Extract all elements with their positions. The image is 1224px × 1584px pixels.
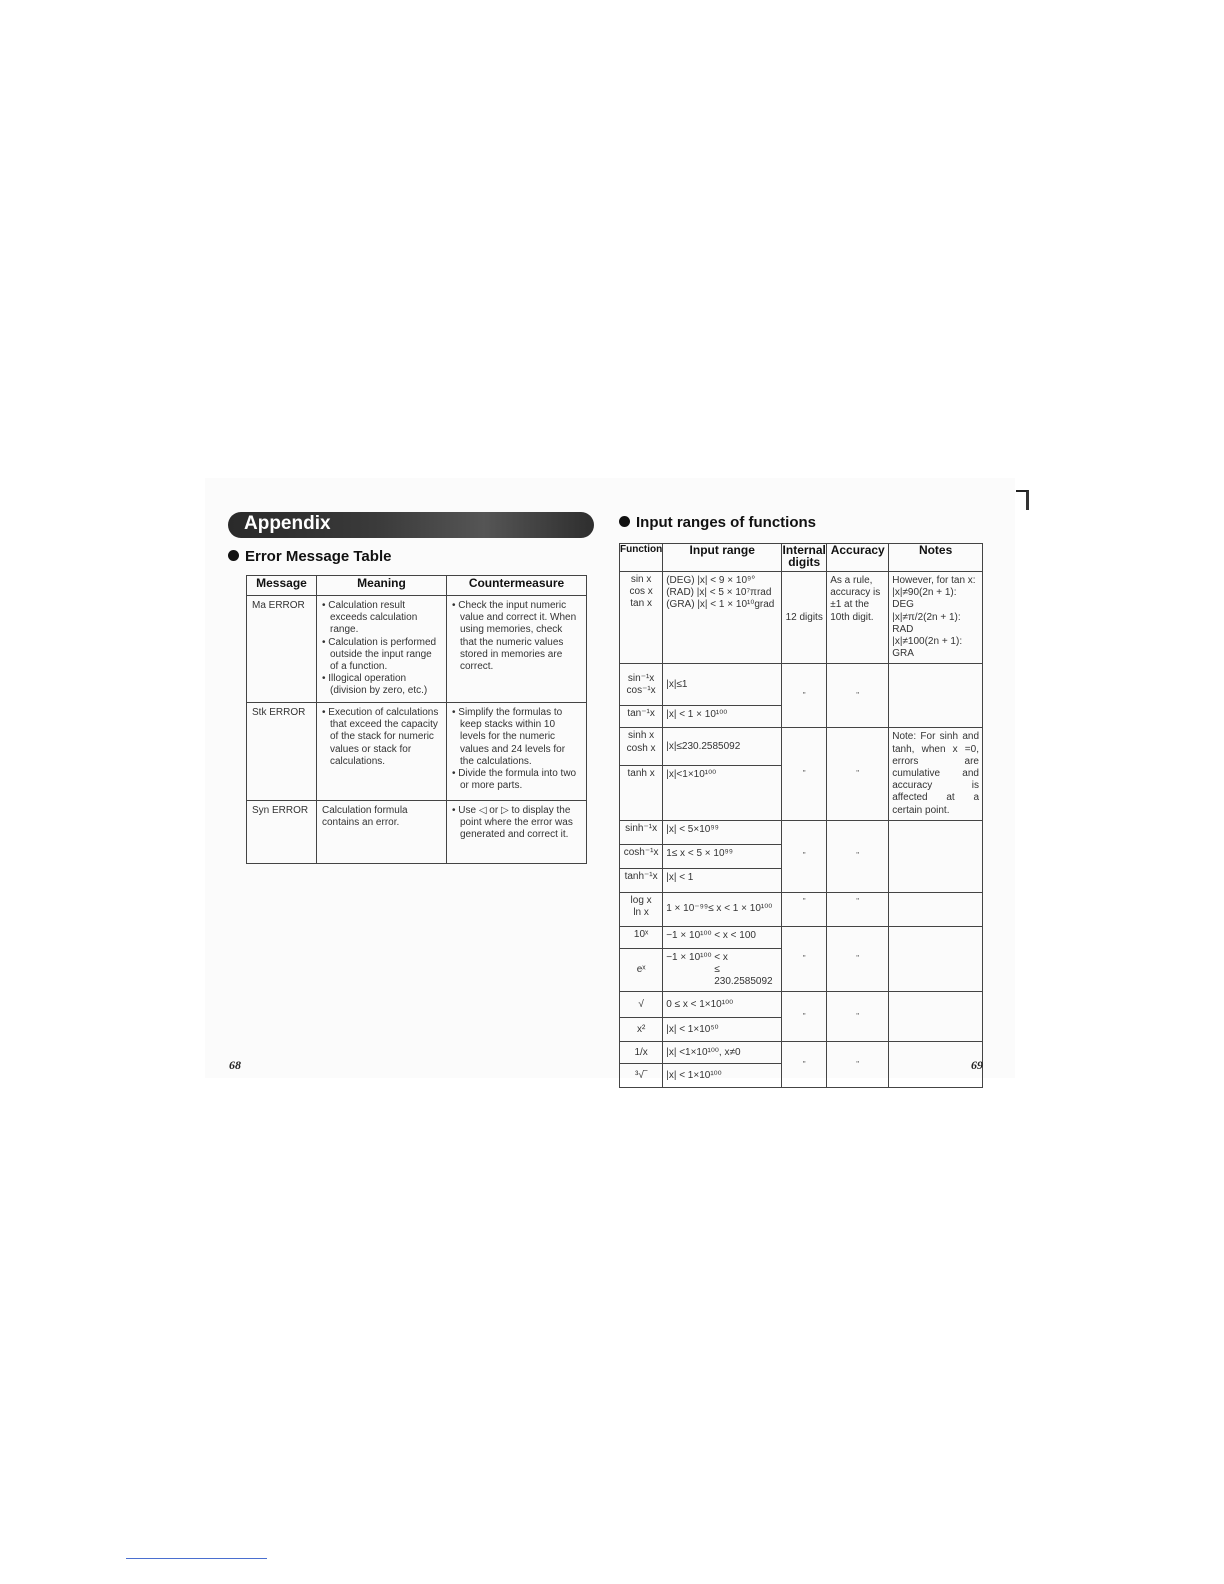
table-row — [620, 992, 983, 1018]
range-text: ≤ 230.2585092 — [714, 964, 773, 988]
message-cell: Ma ERROR — [247, 596, 317, 703]
list-item: • Calculation is performed outside the input range of a function. — [322, 637, 441, 674]
ditto-mark: " — [856, 954, 860, 964]
range-cell: |x| < 1×10¹⁰⁰ — [663, 1064, 782, 1088]
table-row — [620, 728, 983, 765]
function-cell: x² — [620, 1018, 663, 1042]
ditto-mark: " — [856, 769, 860, 779]
range-cell — [663, 948, 782, 992]
range-cell: |x| < 1 — [663, 868, 782, 892]
accuracy-cell — [827, 892, 889, 926]
ditto-mark: " — [802, 690, 806, 700]
table-row — [620, 820, 983, 844]
function-label: log x — [630, 894, 652, 906]
internal-digits-cell — [782, 892, 827, 926]
error-table-heading-text: Error Message Table — [245, 548, 392, 565]
internal-digits-cell — [782, 728, 827, 820]
error-message-table — [246, 575, 587, 864]
function-cell: 1/x — [620, 1042, 663, 1064]
table-row — [620, 926, 983, 948]
notes-cell — [889, 572, 983, 664]
input-ranges-heading-text: Input ranges of functions — [636, 514, 816, 531]
range-text: (RAD) |x| < 5 × 10⁷πrad — [666, 587, 772, 599]
function-label: sin x — [630, 574, 652, 585]
table-row — [247, 596, 587, 703]
accuracy-cell — [827, 1042, 889, 1088]
notes-cell — [889, 926, 983, 992]
ditto-mark: " — [802, 851, 806, 861]
list-item: • Check the input numeric value and correct it. When using memories, check that the numeric values stored in memories are correct. — [452, 600, 581, 673]
message-cell: Syn ERROR — [247, 801, 317, 864]
range-cell: −1 × 10¹⁰⁰ < x < 100 — [663, 926, 782, 948]
function-label: cosh x — [626, 742, 656, 754]
blue-rule-line — [126, 1558, 267, 1559]
table-row — [620, 572, 983, 664]
internal-digits-cell — [782, 992, 827, 1042]
countermeasure-cell — [447, 801, 587, 864]
note-line: |x|≠90(2n + 1): DEG — [892, 587, 957, 611]
accuracy-cell — [827, 926, 889, 992]
function-label: sin⁻¹x — [627, 672, 655, 684]
meaning-cell — [317, 703, 447, 801]
ditto-mark: " — [802, 954, 806, 964]
notes-cell: Note: For sinh and tanh, when x =0, errors are cumulative and accuracy is affected at a certain point. — [889, 728, 983, 820]
col-header-notes: Notes — [889, 544, 983, 572]
message-cell: Stk ERROR — [247, 703, 317, 801]
function-cell — [620, 892, 663, 926]
function-cell: cosh⁻¹x — [620, 844, 663, 868]
accuracy-cell — [827, 728, 889, 820]
countermeasure-cell — [447, 703, 587, 801]
function-label: sinh x — [628, 730, 655, 742]
notes-cell — [889, 892, 983, 926]
internal-digits-cell — [782, 664, 827, 728]
function-cell: eˣ — [620, 948, 663, 992]
internal-digits-cell: 12 digits — [782, 572, 827, 664]
ditto-mark: " — [856, 851, 860, 861]
function-cell: tan⁻¹x — [620, 706, 663, 728]
col-header-meaning: Meaning — [317, 576, 447, 596]
function-cell: tanh x — [620, 765, 663, 820]
table-row — [620, 892, 983, 926]
ditto-mark: " — [802, 896, 806, 906]
function-cell — [620, 572, 663, 664]
meaning-cell — [317, 596, 447, 703]
range-cell: |x| < 1 × 10¹⁰⁰ — [663, 706, 782, 728]
range-text: −1 × 10¹⁰⁰ < x — [666, 951, 728, 963]
ditto-mark: " — [802, 1011, 806, 1021]
accuracy-cell — [827, 664, 889, 728]
ditto-mark: " — [856, 690, 860, 700]
page-number-right: 69 — [971, 1058, 983, 1072]
function-label: cos⁻¹x — [626, 684, 656, 696]
list-item: • Simplify the formulas to keep stacks within 10 levels for the numeric values and 24 levels for the calculations. — [452, 707, 581, 768]
col-header-countermeasure: Countermeasure — [447, 576, 587, 596]
function-cell: sinh⁻¹x — [620, 820, 663, 844]
table-header-row — [620, 544, 983, 572]
input-ranges-heading — [619, 514, 816, 531]
range-cell: |x|≤230.2585092 — [663, 728, 782, 765]
error-table-heading — [228, 548, 391, 565]
list-item: • Illogical operation (division by zero, etc.) — [322, 673, 441, 697]
note-line: |x|≠100(2n + 1): GRA — [892, 636, 963, 660]
note-line: However, for tan x: — [892, 575, 976, 586]
range-text: (DEG) |x| < 9 × 10⁹° — [666, 575, 756, 586]
appendix-section-bar — [228, 512, 594, 538]
bullet-icon — [228, 550, 239, 561]
col-header-message: Message — [247, 576, 317, 596]
function-label: cos x — [629, 586, 653, 598]
ditto-mark: " — [856, 896, 860, 906]
list-item: • Use ◁ or ▷ to display the point where the error was generated and correct it. — [452, 805, 581, 842]
countermeasure-cell — [447, 596, 587, 703]
function-label: tan x — [630, 598, 652, 610]
function-cell: √ — [620, 992, 663, 1018]
col-header-input-range: Input range — [663, 544, 782, 572]
list-item: • Divide the formula into two or more parts. — [452, 768, 581, 792]
range-cell: |x| < 1×10⁵⁰ — [663, 1018, 782, 1042]
col-header-accuracy: Accuracy — [827, 544, 889, 572]
range-cell: 1≤ x < 5 × 10⁹⁹ — [663, 844, 782, 868]
function-cell: 10ˣ — [620, 926, 663, 948]
accuracy-cell — [827, 992, 889, 1042]
ditto-mark: " — [802, 1059, 806, 1069]
ditto-mark: " — [802, 769, 806, 779]
range-cell: |x|<1×10¹⁰⁰ — [663, 765, 782, 820]
col-header-function: Function — [620, 544, 663, 572]
note-line: |x|≠π/2(2n + 1): RAD — [892, 611, 961, 635]
range-cell: |x| <1×10¹⁰⁰, x≠0 — [663, 1042, 782, 1064]
notes-cell — [889, 992, 983, 1042]
appendix-title: Appendix — [244, 513, 331, 534]
internal-digits-cell — [782, 1042, 827, 1088]
internal-digits-cell — [782, 926, 827, 992]
notes-cell — [889, 664, 983, 728]
function-cell — [620, 728, 663, 765]
table-header-row — [247, 576, 587, 596]
accuracy-cell — [827, 820, 889, 892]
ditto-mark: " — [856, 1059, 860, 1069]
table-row — [620, 664, 983, 706]
meaning-cell: Calculation formula contains an error. — [317, 801, 447, 864]
range-cell: 1 × 10⁻⁹⁹≤ x < 1 × 10¹⁰⁰ — [663, 892, 782, 926]
corner-mark — [1016, 490, 1029, 510]
bullet-icon — [619, 516, 630, 527]
table-row — [247, 801, 587, 864]
input-ranges-table — [619, 543, 983, 1088]
function-cell — [620, 664, 663, 706]
range-text: (GRA) |x| < 1 × 10¹⁰grad — [666, 599, 775, 611]
function-cell: tanh⁻¹x — [620, 868, 663, 892]
col-header-internal-digits: Internal digits — [782, 544, 827, 572]
page-number-left: 68 — [229, 1058, 241, 1072]
range-cell: 0 ≤ x < 1×10¹⁰⁰ — [663, 992, 782, 1018]
range-cell: |x| < 5×10⁹⁹ — [663, 820, 782, 844]
table-row — [247, 703, 587, 801]
function-label: ln x — [633, 907, 649, 919]
notes-cell — [889, 1042, 983, 1088]
range-cell — [663, 572, 782, 664]
notes-cell — [889, 820, 983, 892]
internal-digits-cell — [782, 820, 827, 892]
list-item: • Calculation result exceeds calculation range. — [322, 600, 441, 637]
function-cell: ³√‾ — [620, 1064, 663, 1088]
ditto-mark: " — [856, 1011, 860, 1021]
range-cell: |x|≤1 — [663, 664, 782, 706]
table-row — [620, 1042, 983, 1064]
accuracy-cell: As a rule, accuracy is ±1 at the 10th digit. — [827, 572, 889, 664]
list-item: • Execution of calculations that exceed the capacity of the stack for numeric values or stack for calculations. — [322, 707, 441, 768]
